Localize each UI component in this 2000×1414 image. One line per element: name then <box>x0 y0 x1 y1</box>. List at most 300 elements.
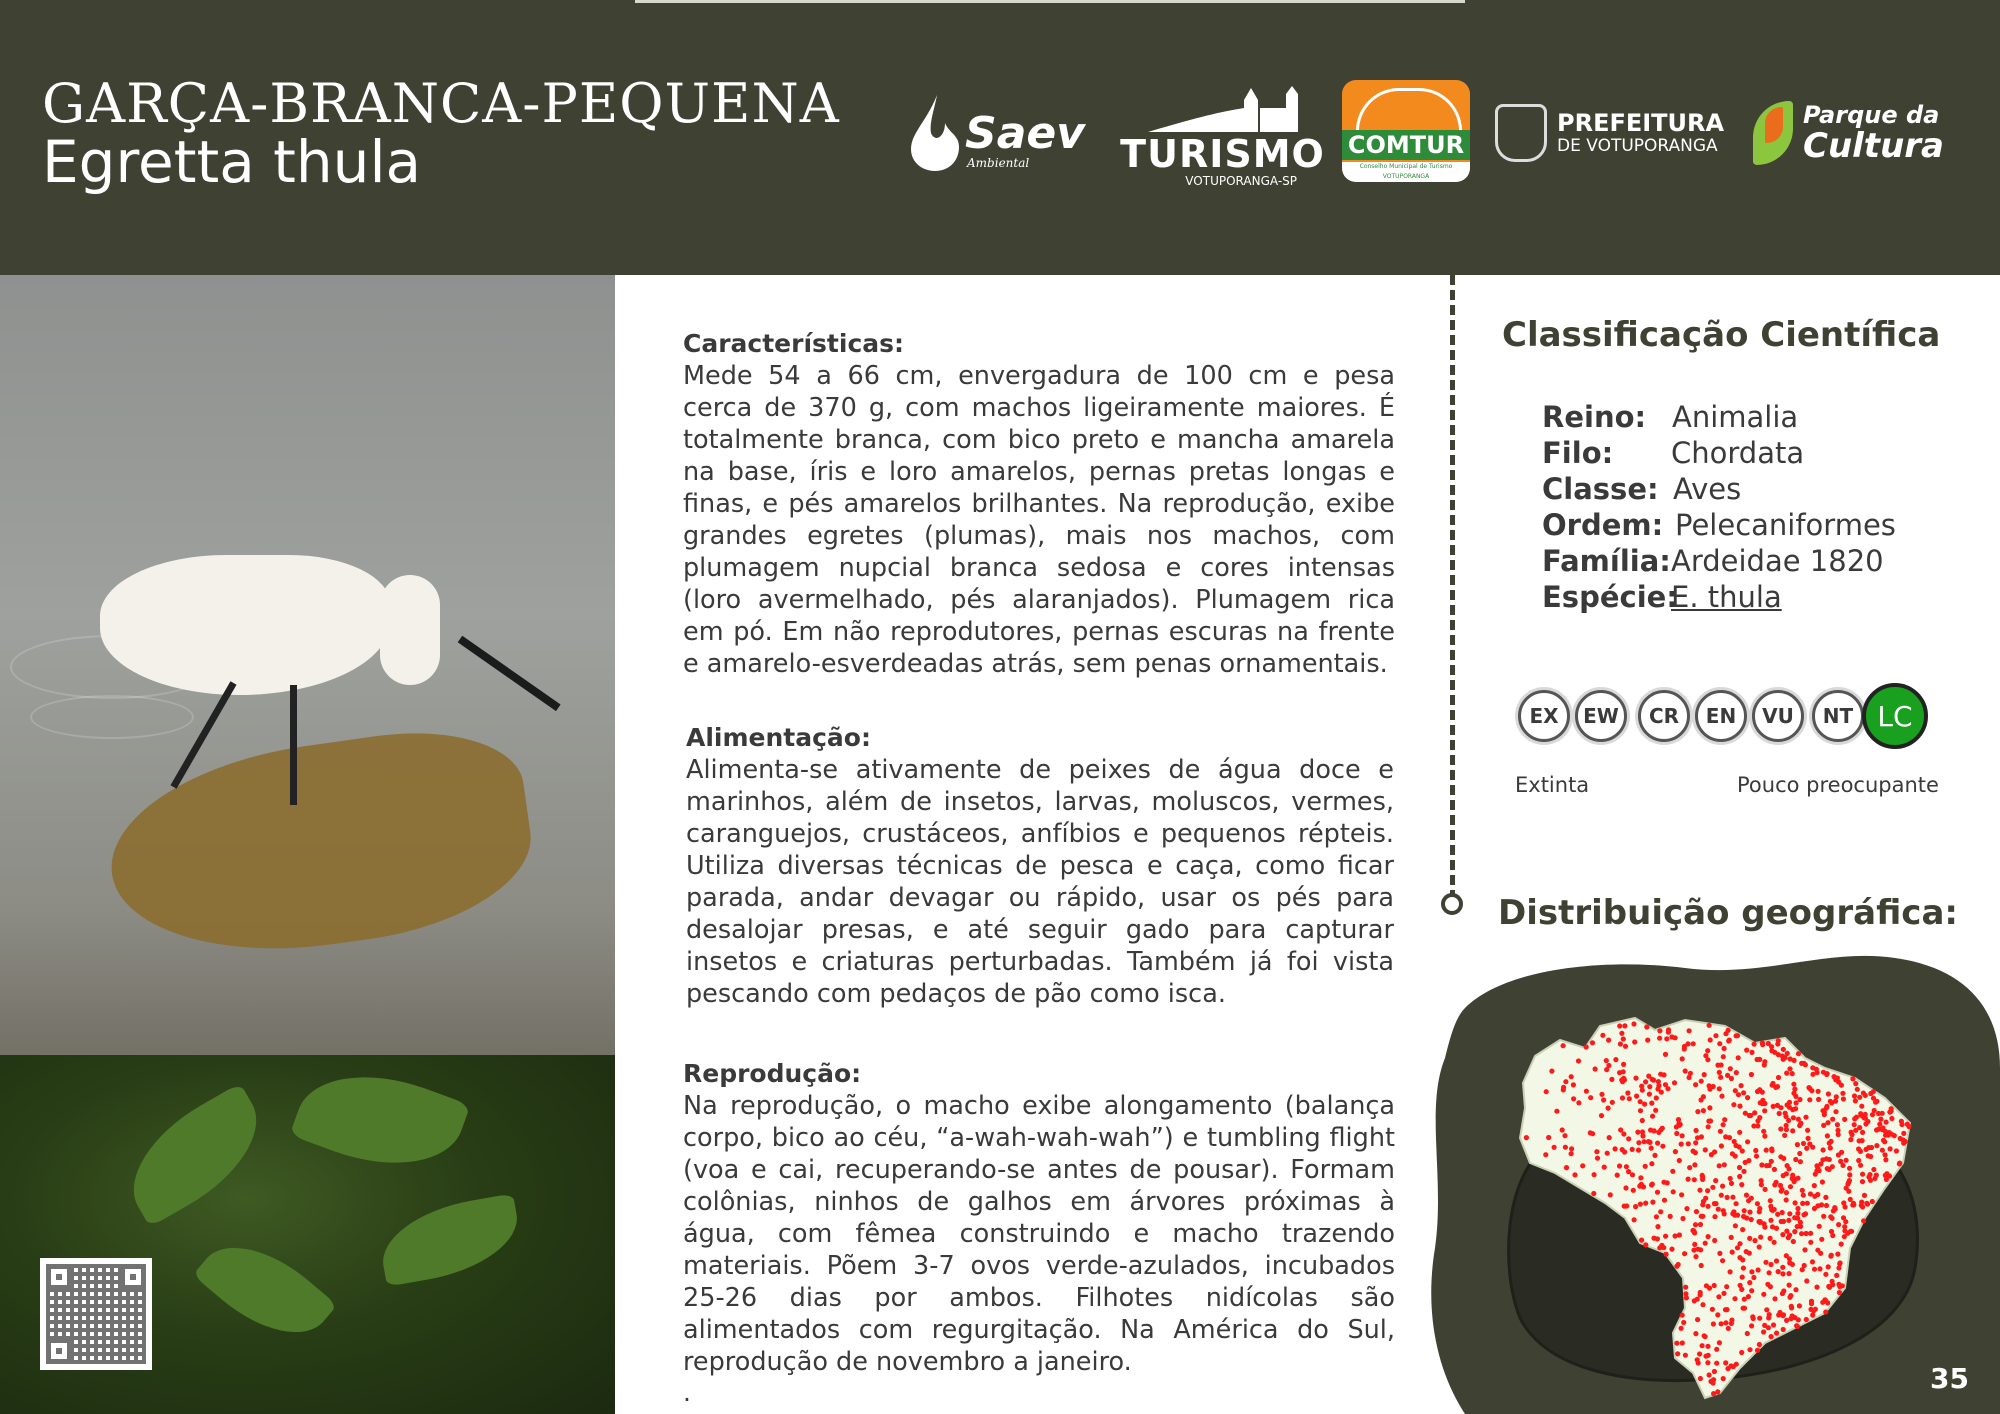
occurrence-dot <box>1623 1185 1628 1190</box>
occurrence-dot <box>1791 1239 1796 1244</box>
occurrence-dot <box>1640 1129 1645 1134</box>
occurrence-dot <box>1812 1206 1817 1211</box>
plant-leaf <box>193 1221 338 1358</box>
occurrence-dot <box>1580 1163 1585 1168</box>
occurrence-dot <box>1796 1051 1801 1056</box>
occurrence-dot <box>1726 1326 1731 1331</box>
status-scale-label-right: Pouco preocupante <box>1737 773 1939 797</box>
occurrence-dot <box>1651 1236 1656 1241</box>
occurrence-dot <box>1821 1123 1826 1128</box>
occurrence-dot <box>1552 1145 1557 1150</box>
saev-logo-name: Saev <box>965 107 1085 159</box>
occurrence-dot <box>1736 1055 1741 1060</box>
occurrence-dot <box>1757 1206 1762 1211</box>
occurrence-dot <box>1549 1069 1554 1074</box>
occurrence-dot <box>1684 1206 1689 1211</box>
occurrence-dot <box>1712 1283 1717 1288</box>
occurrence-dot <box>1776 1312 1781 1317</box>
section-reproducao <box>683 1058 1395 1378</box>
occurrence-dot <box>1728 1269 1733 1274</box>
occurrence-dot <box>1786 1218 1791 1223</box>
occurrence-dot <box>1815 1192 1820 1197</box>
occurrence-dot <box>1686 1177 1691 1182</box>
occurrence-dot <box>1745 1095 1750 1100</box>
occurrence-dot <box>1698 1247 1703 1252</box>
occurrence-dot <box>1762 1062 1767 1067</box>
occurrence-dot <box>1649 1182 1654 1187</box>
occurrence-dot <box>1647 1084 1652 1089</box>
occurrence-dot <box>1747 1210 1752 1215</box>
occurrence-dot <box>1889 1109 1894 1114</box>
occurrence-dot <box>1849 1130 1854 1135</box>
occurrence-dot <box>1853 1098 1858 1103</box>
occurrence-dot <box>1804 1278 1809 1283</box>
saev-logo-sub: Ambiental <box>967 156 1030 170</box>
occurrence-dot <box>1742 1208 1747 1213</box>
occurrence-dot <box>1707 1372 1712 1377</box>
occurrence-dot <box>1722 1117 1727 1122</box>
occurrence-dot <box>1716 1294 1721 1299</box>
occurrence-dot <box>1752 1238 1757 1243</box>
occurrence-dot <box>1761 1329 1766 1334</box>
occurrence-dot <box>1694 1128 1699 1133</box>
occurrence-dot <box>1546 1135 1551 1140</box>
occurrence-dot <box>1715 1312 1720 1317</box>
occurrence-dot <box>1744 1193 1749 1198</box>
occurrence-dot <box>1830 1117 1835 1122</box>
occurrence-dot <box>1650 1200 1655 1205</box>
occurrence-dot <box>1852 1116 1857 1121</box>
occurrence-dot <box>1728 1176 1733 1181</box>
occurrence-dot <box>1898 1136 1903 1141</box>
occurrence-dot <box>1787 1066 1792 1071</box>
occurrence-dot <box>1860 1179 1865 1184</box>
occurrence-dot <box>1825 1133 1830 1138</box>
occurrence-dot <box>1788 1184 1793 1189</box>
occurrence-dot <box>1880 1148 1885 1153</box>
occurrence-dot <box>1894 1148 1899 1153</box>
occurrence-dot <box>1823 1298 1828 1303</box>
egret-neck <box>380 575 440 685</box>
occurrence-dot <box>1700 1302 1705 1307</box>
occurrence-dot <box>1632 1039 1637 1044</box>
occurrence-dot <box>1757 1342 1762 1347</box>
occurrence-dot <box>1591 1191 1596 1196</box>
occurrence-dot <box>1698 1376 1703 1381</box>
occurrence-dot <box>1719 1143 1724 1148</box>
occurrence-dot <box>1806 1136 1811 1141</box>
occurrence-dot <box>1780 1271 1785 1276</box>
occurrence-dot <box>1884 1171 1889 1176</box>
occurrence-dot <box>1842 1117 1847 1122</box>
occurrence-dot <box>1823 1309 1828 1314</box>
occurrence-dot <box>1750 1314 1755 1319</box>
occurrence-dot <box>1769 1334 1774 1339</box>
occurrence-dot <box>1700 1214 1705 1219</box>
occurrence-dot <box>1657 1028 1662 1033</box>
occurrence-dot <box>1695 1109 1700 1114</box>
occurrence-dot <box>1830 1279 1835 1284</box>
occurrence-dot <box>1820 1179 1825 1184</box>
occurrence-dot <box>1847 1166 1852 1171</box>
status-badge-ew: EW <box>1575 690 1627 742</box>
occurrence-dot <box>1785 1102 1790 1107</box>
occurrence-dot <box>1617 1163 1622 1168</box>
occurrence-dot <box>1795 1224 1800 1229</box>
section-heading: Reprodução: <box>683 1059 862 1088</box>
page-number: 35 <box>1930 1362 1969 1395</box>
occurrence-dot <box>1677 1158 1682 1163</box>
plant-leaf <box>110 1083 280 1227</box>
occurrence-dot <box>1781 1047 1786 1052</box>
occurrence-dot <box>1858 1163 1863 1168</box>
occurrence-dot <box>1754 1154 1759 1159</box>
water-drop-icon <box>905 93 965 173</box>
occurrence-dot <box>1712 1214 1717 1219</box>
occurrence-dot <box>1740 1227 1745 1232</box>
occurrence-dot <box>1797 1303 1802 1308</box>
occurrence-dot <box>1648 1128 1653 1133</box>
occurrence-dot <box>1721 1054 1726 1059</box>
occurrence-dot <box>1807 1086 1812 1091</box>
occurrence-dot <box>1717 1086 1722 1091</box>
occurrence-dot <box>1604 1067 1609 1072</box>
occurrence-dot <box>1774 1331 1779 1336</box>
classification-title: Classificação Científica <box>1502 315 1941 355</box>
occurrence-dot <box>1590 1131 1595 1136</box>
occurrence-dot <box>1846 1189 1851 1194</box>
section-body: Alimenta-se ativamente de peixes de água doce e marinhos, além de insetos, larvas, moluscos, vermes, caranguejos, crustáceos, anfíbios e pequenos répteis. Utiliza diversas técnicas de pesca e caça, como ficar parada, andar devagar ou rápido, usar os pés para desalojar presas, e até seguir gado para capturar insetos e criaturas perturbadas. Também já foi vista pescando com pedaços de pão como isca. <box>686 755 1394 1009</box>
occurrence-dot <box>1703 1354 1708 1359</box>
occurrence-dot <box>1693 1150 1698 1155</box>
qr-finder-pattern <box>46 1264 72 1290</box>
occurrence-dot <box>1554 1109 1559 1114</box>
occurrence-dot <box>1780 1265 1785 1270</box>
occurrence-dot <box>1766 1325 1771 1330</box>
occurrence-dot <box>1812 1183 1817 1188</box>
occurrence-dot <box>1717 1340 1722 1345</box>
occurrence-dot <box>1699 1079 1704 1084</box>
occurrence-dot <box>1790 1107 1795 1112</box>
occurrence-dot <box>1862 1193 1867 1198</box>
occurrence-dot <box>1639 1238 1644 1243</box>
occurrence-dot <box>1602 1165 1607 1170</box>
occurrence-dot <box>1800 1267 1805 1272</box>
occurrence-dot <box>1746 1158 1751 1163</box>
occurrence-dot <box>1853 1128 1858 1133</box>
occurrence-dot <box>1682 1251 1687 1256</box>
occurrence-dot <box>1809 1299 1814 1304</box>
section-caracteristicas <box>683 328 1395 680</box>
occurrence-dot <box>1706 1204 1711 1209</box>
occurrence-dot <box>1859 1104 1864 1109</box>
occurrence-dot <box>1840 1163 1845 1168</box>
turismo-logo-name: TURISMO <box>1120 132 1325 176</box>
occurrence-dot <box>1821 1214 1826 1219</box>
occurrence-dot <box>1734 1033 1739 1038</box>
arch-icon <box>1356 88 1462 131</box>
occurrence-dot <box>1752 1042 1757 1047</box>
occurrence-dot <box>1847 1172 1852 1177</box>
occurrence-dot <box>1683 1068 1688 1073</box>
classification-key: Família: <box>1542 544 1671 578</box>
occurrence-dot <box>1759 1182 1764 1187</box>
occurrence-dot <box>1669 1247 1674 1252</box>
occurrence-dot <box>1817 1224 1822 1229</box>
occurrence-dot <box>1757 1115 1762 1120</box>
occurrence-dot <box>1759 1162 1764 1167</box>
occurrence-dot <box>1780 1232 1785 1237</box>
classification-key: Ordem: <box>1542 508 1664 542</box>
occurrence-dot <box>1728 1066 1733 1071</box>
occurrence-dot <box>1650 1114 1655 1119</box>
classification-key: Classe: <box>1542 472 1659 506</box>
occurrence-dot <box>1823 1272 1828 1277</box>
status-scale-label-left: Extinta <box>1515 773 1590 797</box>
occurrence-dot <box>1873 1100 1878 1105</box>
section-heading: Características: <box>683 329 905 358</box>
occurrence-dot <box>1735 1245 1740 1250</box>
occurrence-dot <box>1857 1095 1862 1100</box>
occurrence-dot <box>1746 1294 1751 1299</box>
occurrence-dot <box>1619 1031 1624 1036</box>
occurrence-dot <box>1606 1106 1611 1111</box>
occurrence-dot <box>1600 1033 1605 1038</box>
trailing-dot: . <box>683 1378 691 1407</box>
occurrence-dot <box>1662 1198 1667 1203</box>
status-badge-vu: VU <box>1752 690 1804 742</box>
occurrence-dot <box>1732 1296 1737 1301</box>
occurrence-dot <box>1836 1265 1841 1270</box>
occurrence-dot <box>1747 1251 1752 1256</box>
occurrence-dot <box>1719 1321 1724 1326</box>
occurrence-dot <box>1814 1163 1819 1168</box>
occurrence-dot <box>1834 1273 1839 1278</box>
occurrence-dot <box>1860 1172 1865 1177</box>
plant-leaf <box>289 1050 470 1189</box>
header-bar <box>0 0 2000 275</box>
occurrence-dot <box>1745 1139 1750 1144</box>
occurrence-dot <box>1756 1267 1761 1272</box>
occurrence-dot <box>1905 1122 1910 1127</box>
occurrence-dot <box>1784 1071 1789 1076</box>
occurrence-dot <box>1776 1038 1781 1043</box>
occurrence-dot <box>1853 1081 1858 1086</box>
occurrence-dot <box>1817 1266 1822 1271</box>
occurrence-dot <box>1827 1167 1832 1172</box>
plant-leaf <box>375 1193 525 1286</box>
occurrence-dot <box>1677 1123 1682 1128</box>
occurrence-dot <box>1770 1224 1775 1229</box>
occurrence-dot <box>1584 1044 1589 1049</box>
occurrence-dot <box>1888 1146 1893 1151</box>
occurrence-dot <box>1732 1213 1737 1218</box>
section-alimentacao <box>686 722 1394 1010</box>
occurrence-dot <box>1829 1139 1834 1144</box>
occurrence-dot <box>1776 1052 1781 1057</box>
occurrence-dot <box>1685 1041 1690 1046</box>
occurrence-dot <box>1729 1181 1734 1186</box>
occurrence-dot <box>1874 1173 1879 1178</box>
occurrence-dot <box>1677 1232 1682 1237</box>
occurrence-dot <box>1707 1083 1712 1088</box>
occurrence-dot <box>1703 1147 1708 1152</box>
occurrence-dot <box>1721 1291 1726 1296</box>
occurrence-dot <box>1731 1102 1736 1107</box>
occurrence-dot <box>1737 1165 1742 1170</box>
occurrence-dot <box>1675 1351 1680 1356</box>
occurrence-dot <box>1711 1377 1716 1382</box>
occurrence-dot <box>1723 1307 1728 1312</box>
occurrence-dot <box>1816 1097 1821 1102</box>
occurrence-dot <box>1595 1156 1600 1161</box>
occurrence-dot <box>1712 1201 1717 1206</box>
occurrence-dot <box>1781 1219 1786 1224</box>
occurrence-dot <box>1814 1285 1819 1290</box>
occurrence-dot <box>1782 1133 1787 1138</box>
divider-end-circle <box>1441 893 1463 915</box>
occurrence-dot <box>1737 1104 1742 1109</box>
species-link[interactable]: E. thula <box>1671 580 1782 614</box>
occurrence-dot <box>1758 1219 1763 1224</box>
occurrence-dot <box>1836 1132 1841 1137</box>
occurrence-dot <box>1700 1202 1705 1207</box>
occurrence-dot <box>1692 1177 1697 1182</box>
occurrence-dot <box>1661 1245 1666 1250</box>
occurrence-dot <box>1778 1154 1783 1159</box>
occurrence-dot <box>1786 1271 1791 1276</box>
occurrence-dot <box>1884 1177 1889 1182</box>
occurrence-dot <box>1740 1275 1745 1280</box>
occurrence-dot <box>1564 1165 1569 1170</box>
occurrence-dot <box>1747 1347 1752 1352</box>
occurrence-dot <box>1617 1023 1622 1028</box>
occurrence-dot <box>1769 1048 1774 1053</box>
occurrence-dot <box>1884 1120 1889 1125</box>
occurrence-dot <box>1693 1082 1698 1087</box>
occurrence-dot <box>1713 1178 1718 1183</box>
occurrence-dot <box>1804 1231 1809 1236</box>
occurrence-dot <box>1851 1201 1856 1206</box>
occurrence-dot <box>1838 1260 1843 1265</box>
occurrence-dot <box>1737 1144 1742 1149</box>
occurrence-dot <box>1815 1248 1820 1253</box>
occurrence-dot <box>1607 1135 1612 1140</box>
occurrence-dot <box>1795 1206 1800 1211</box>
qr-code-pattern <box>46 1264 146 1364</box>
occurrence-dot <box>1774 1180 1779 1185</box>
occurrence-dot <box>1840 1091 1845 1096</box>
occurrence-dot <box>1797 1097 1802 1102</box>
occurrence-dot <box>1848 1137 1853 1142</box>
occurrence-dot <box>1790 1071 1795 1076</box>
egret-beak <box>458 636 561 711</box>
occurrence-dot <box>1711 1321 1716 1326</box>
occurrence-dot <box>1844 1158 1849 1163</box>
occurrence-dot <box>1680 1056 1685 1061</box>
occurrence-dot <box>1870 1112 1875 1117</box>
occurrence-dot <box>1732 1139 1737 1144</box>
occurrence-dot <box>1638 1175 1643 1180</box>
occurrence-dot <box>1660 1126 1665 1131</box>
occurrence-dot <box>1760 1098 1765 1103</box>
occurrence-dot <box>1613 1057 1618 1062</box>
occurrence-dot <box>1749 1072 1754 1077</box>
occurrence-dot <box>1803 1115 1808 1120</box>
occurrence-dot <box>1784 1123 1789 1128</box>
occurrence-dot <box>1757 1244 1762 1249</box>
occurrence-dot <box>1631 1188 1636 1193</box>
occurrence-dot <box>1824 1072 1829 1077</box>
occurrence-dot <box>1778 1126 1783 1131</box>
occurrence-dot <box>1680 1340 1685 1345</box>
occurrence-dot <box>1647 1140 1652 1145</box>
occurrence-dot <box>1692 1229 1697 1234</box>
qr-code[interactable] <box>40 1258 152 1370</box>
occurrence-dot <box>1698 1222 1703 1227</box>
occurrence-dot <box>1787 1260 1792 1265</box>
occurrence-dot <box>1719 1193 1724 1198</box>
occurrence-dot <box>1674 1264 1679 1269</box>
occurrence-dot <box>1801 1212 1806 1217</box>
occurrence-dot <box>1722 1162 1727 1167</box>
section-heading: Alimentação: <box>686 723 871 752</box>
occurrence-dot <box>1788 1056 1793 1061</box>
occurrence-dot <box>1808 1307 1813 1312</box>
occurrence-dot <box>1787 1295 1792 1300</box>
occurrence-dot <box>1626 1169 1631 1174</box>
occurrence-dot <box>1784 1171 1789 1176</box>
occurrence-dot <box>1699 1263 1704 1268</box>
occurrence-dot <box>1717 1041 1722 1046</box>
occurrence-dot <box>1768 1284 1773 1289</box>
occurrence-dot <box>1627 1096 1632 1101</box>
occurrence-dot <box>1720 1184 1725 1189</box>
occurrence-dot <box>1833 1099 1838 1104</box>
occurrence-dot <box>1810 1313 1815 1318</box>
occurrence-dot <box>1860 1130 1865 1135</box>
occurrence-dot <box>1698 1292 1703 1297</box>
occurrence-dot <box>1808 1240 1813 1245</box>
occurrence-dot <box>1841 1096 1846 1101</box>
occurrence-dot <box>1861 1091 1866 1096</box>
occurrence-dot <box>1638 1108 1643 1113</box>
occurrence-dot <box>1734 1201 1739 1206</box>
occurrence-dot <box>1706 1234 1711 1239</box>
occurrence-dot <box>1692 1242 1697 1247</box>
water-ripple <box>30 695 194 739</box>
occurrence-dot <box>1649 1146 1654 1151</box>
occurrence-dot <box>1808 1191 1813 1196</box>
occurrence-dot <box>1828 1254 1833 1259</box>
occurrence-dot <box>1766 1041 1771 1046</box>
occurrence-dot <box>1760 1090 1765 1095</box>
occurrence-dot <box>1712 1238 1717 1243</box>
occurrence-dot <box>1701 1094 1706 1099</box>
occurrence-dot <box>1716 1207 1721 1212</box>
occurrence-dot <box>1779 1189 1784 1194</box>
egret-leg <box>290 685 297 805</box>
occurrence-dot <box>1571 1082 1576 1087</box>
occurrence-dot <box>1633 1204 1638 1209</box>
occurrence-dot <box>1664 1252 1669 1257</box>
status-badge-en: EN <box>1695 690 1747 742</box>
occurrence-dot <box>1668 1214 1673 1219</box>
occurrence-dot <box>1656 1130 1661 1135</box>
prefeitura-logo <box>1495 78 1730 188</box>
occurrence-dot <box>1808 1231 1813 1236</box>
occurrence-dot <box>1717 1070 1722 1075</box>
